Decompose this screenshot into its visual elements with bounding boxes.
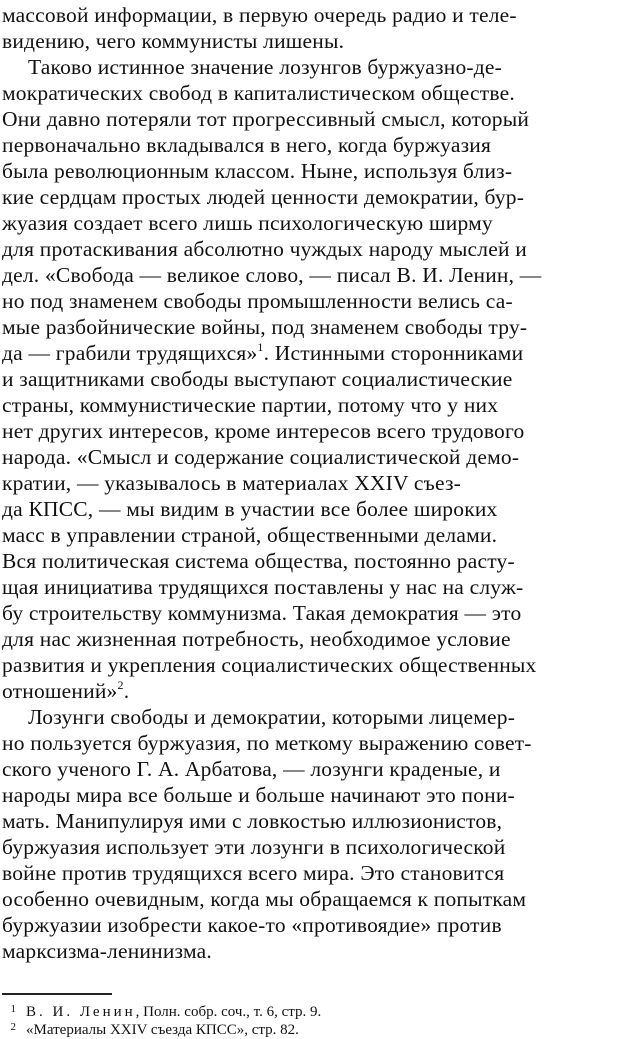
footnote-text: «Материалы XXIV съезда КПСС», стр. 82. [26,1022,299,1038]
text-line-content: войне против трудящихся всего мира. Это становится [2,861,505,885]
text-line-content: масс в управлении страной, общественными делами. [2,523,498,547]
text-line [2,730,614,756]
text-line [2,626,614,652]
text-line [2,54,614,80]
text-line-content: дел. «Свобода — великое слово, — писал В. И. Ленин, — [2,263,542,287]
text-line-content: развития и укрепления социалистических общественных [2,653,537,677]
text-line-content: массовой информации, в первую очередь радио и теле- [2,3,517,27]
footnote-number: 2 [10,1021,16,1033]
text-line-content: народы мира все больше и больше начинают это пони- [2,783,515,807]
text-line-content: буржуазии изобрести какое-то «противоядие» против [2,913,502,937]
footnotes [2,1000,602,1036]
text-line [2,652,614,678]
footnote [2,1018,602,1036]
text-line [2,418,614,444]
footnote-text: , Полн. собр. соч., т. 6, стр. 9. [135,1004,322,1020]
text-line [2,2,614,28]
text-line [2,678,614,704]
text-line [2,392,614,418]
text-line-content: да — грабили трудящихся» [2,341,258,365]
text-line-content: буржуазия использует эти лозунги в психологической [2,835,506,859]
text-line [2,496,614,522]
text-line [2,886,614,912]
footnote-number: 1 [10,1003,16,1015]
text-line [2,444,614,470]
text-line-content: да КПСС, — мы видим в участии все более широких [2,497,498,521]
text-line [2,912,614,938]
text-line-content: кратии, — указывалось в материалах XXIV съез- [2,471,462,495]
text-line [2,756,614,782]
text-line-content: Таково истинное значение лозунгов буржуазно-де- [28,55,503,79]
footnote [2,1000,602,1018]
text-line [2,574,614,600]
text-line [2,158,614,184]
text-line-content: щая инициатива трудящихся поставлены у нас на служ- [2,575,524,599]
text-line-content: жуазия создает всего лишь психологическую ширму [2,211,493,235]
text-line-content: отношений» [2,679,118,703]
text-line [2,80,614,106]
text-line [2,288,614,314]
text-line [2,808,614,834]
text-line-content: марксизма-ленинизма. [2,939,212,963]
text-line [2,314,614,340]
text-line-content: но под знаменем свободы промышленности велись са- [2,289,513,313]
footnote-author: В. И. Ленин [26,1004,136,1020]
text-line [2,132,614,158]
text-line-content: народа. «Смысл и содержание социалистической демо- [2,445,520,469]
text-line-content: Лозунги свободы и демократии, которыми лицемер- [28,705,516,729]
text-line [2,28,614,54]
text-line [2,834,614,860]
text-line-content: мократических свобод в капиталистическом обществе. [2,81,515,105]
text-line [2,600,614,626]
text-line [2,106,614,132]
text-line [2,262,614,288]
text-line [2,236,614,262]
text-line-content: была революционным классом. Ныне, используя близ- [2,159,513,183]
text-line [2,782,614,808]
text-line-content: для нас жизненная потребность, необходимое условие [2,627,511,651]
text-line-continuation: . Истинными сторонниками [263,341,524,365]
text-line-content: мые разбойнические войны, под знаменем свободы тру- [2,315,528,339]
text-line-content: первоначально вкладывался в него, когда буржуазия [2,133,492,157]
text-line-content: видению, чего коммунисты лишены. [2,29,345,53]
text-line-content: Вся политическая система общества, постоянно расту- [2,549,515,573]
text-line-continuation: . [123,679,130,703]
main-text [2,2,614,964]
text-line-content: но пользуется буржуазия, по меткому выражению совет- [2,731,532,755]
text-line [2,522,614,548]
text-line-content: нет других интересов, кроме интересов всего трудового [2,419,525,443]
text-line-content: страны, коммунистические партии, потому что у них [2,393,499,417]
text-line-content: ского ученого Г. А. Арбатова, — лозунги краденые, и [2,757,501,781]
text-line [2,470,614,496]
footnote-reference: 2 [117,678,124,692]
text-line-content: кие сердцам простых людей ценности демократии, бур- [2,185,525,209]
text-line [2,340,614,366]
text-line [2,184,614,210]
text-line [2,548,614,574]
footnote-reference: 1 [257,340,264,354]
text-line [2,366,614,392]
text-line-content: бу строительству коммунизма. Такая демократия — это [2,601,522,625]
text-line [2,210,614,236]
text-line-content: Они давно потеряли тот прогрессивный смысл, который [2,107,530,131]
text-line-content: мать. Манипулируя ими с ловкостью иллюзионистов, [2,809,503,833]
text-line [2,938,614,964]
footnote-divider [2,993,112,995]
text-line-content: особенно очевидным, когда мы обращаемся к попыткам [2,887,527,911]
text-line [2,704,614,730]
text-line-content: для протаскивания абсолютно чуждых народу мыслей и [2,237,527,261]
text-line-content: и защитниками свободы выступают социалистические [2,367,513,391]
text-line [2,860,614,886]
